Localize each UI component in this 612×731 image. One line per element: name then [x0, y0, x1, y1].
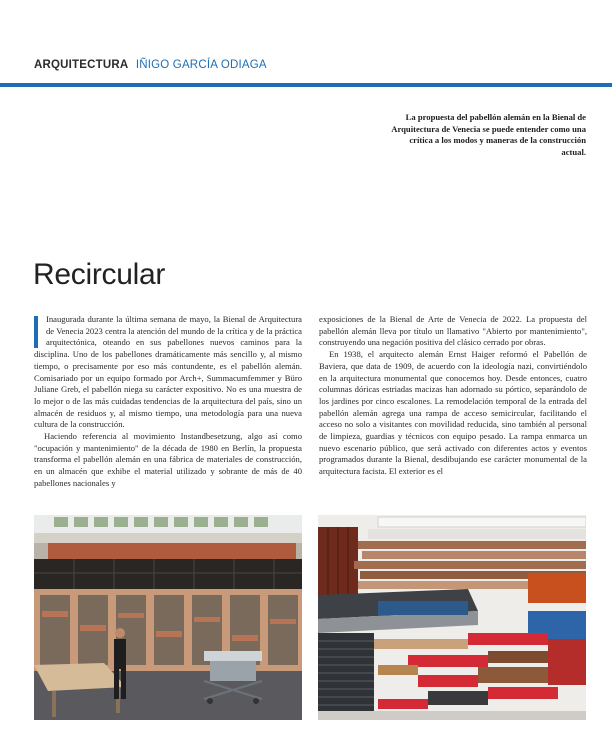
pull-quote: La propuesta del pabellón alemán en la Bienal de Arquitectura de Venecia se puede entender como una crítica a los modos y maneras de la construcción actual. — [391, 112, 586, 158]
body-paragraph: En 1938, el arquitecto alemán Ernst Haiger reformó el Pabellón de Baviera, que data de 1909, de acuerdo con la ideología nazi, convirtiéndolo en la arquitectura monumental que conocemos hoy. Desde entonces, cuatro columnas dóricas estriadas macizas han adornado su pórtico, separándolo de los jardines por cinco escalones. La remodelación temporal de la entrada del pabellón alemán agrega una rampa de acceso semicircular, facilitando el acceso no solo a visitantes con movilidad reducida, sino también al personal de limpieza, guardias y técnicos con equipo pesado. La rampa enmarca un nuevo escenario público, que será activado con diferentes actos y eventos programados durante la Bienal, desdibujando ese carácter monumental de la arquitectura facista. El exterior es el — [319, 349, 587, 477]
article-title: Recircular — [33, 258, 166, 291]
body-paragraph: exposiciones de la Bienal de Arte de Venecia de 2022. La propuesta del pabellón alemán lleva por título un llamativo "Abierto por mantenimiento", construyendo una negación positiva del clásico cerrado por obras. — [319, 314, 587, 348]
body-paragraph: Haciendo referencia al movimiento Instandbesetzung, algo así como "ocupación y mantenimiento" de la década de 1980 en Berlín, la propuesta transforma el pabellón alemán en una fábrica de materiales de construcción, en un almacén que exhibe el material utilizado y sobrante de más de 40 pabellones nacionales y — [34, 431, 302, 488]
author-name: IÑIGO GARCÍA ODIAGA — [135, 59, 267, 71]
running-header — [34, 59, 267, 71]
section-label: ARQUITECTURA — [34, 59, 129, 71]
body-paragraph: Inaugurada durante la última semana de mayo, la Bienal de Arquitectura de Venecia 2023 centra la atención del mundo de la crítica y de la práctica arquitectónica, oteando en sus pabellones nuevos caminos para la disciplina. Uno de los pabellones dramáticamente más sencillo y, al mismo tiempo, o precisamente por eso más contundente, es el pabellón alemán. Comisariado por un equipo formado por Arch+, Summacumfemmer y Büro Juliane Greb, el pabellón niega su carácter expositivo. No es una muestra de lo mejor o de las más cuidadas tendencias de la arquitectura del país, sino un almacén de residuos y, al mismo tiempo, una metodología para una nueva cultura de la construcción. — [34, 314, 302, 430]
header-rule — [0, 83, 612, 87]
body-column-left — [34, 314, 302, 490]
drop-cap-bar — [34, 316, 38, 348]
photo-stacked-materials — [318, 515, 586, 720]
body-column-right — [319, 314, 587, 478]
photo-pavilion-interior — [34, 515, 302, 720]
